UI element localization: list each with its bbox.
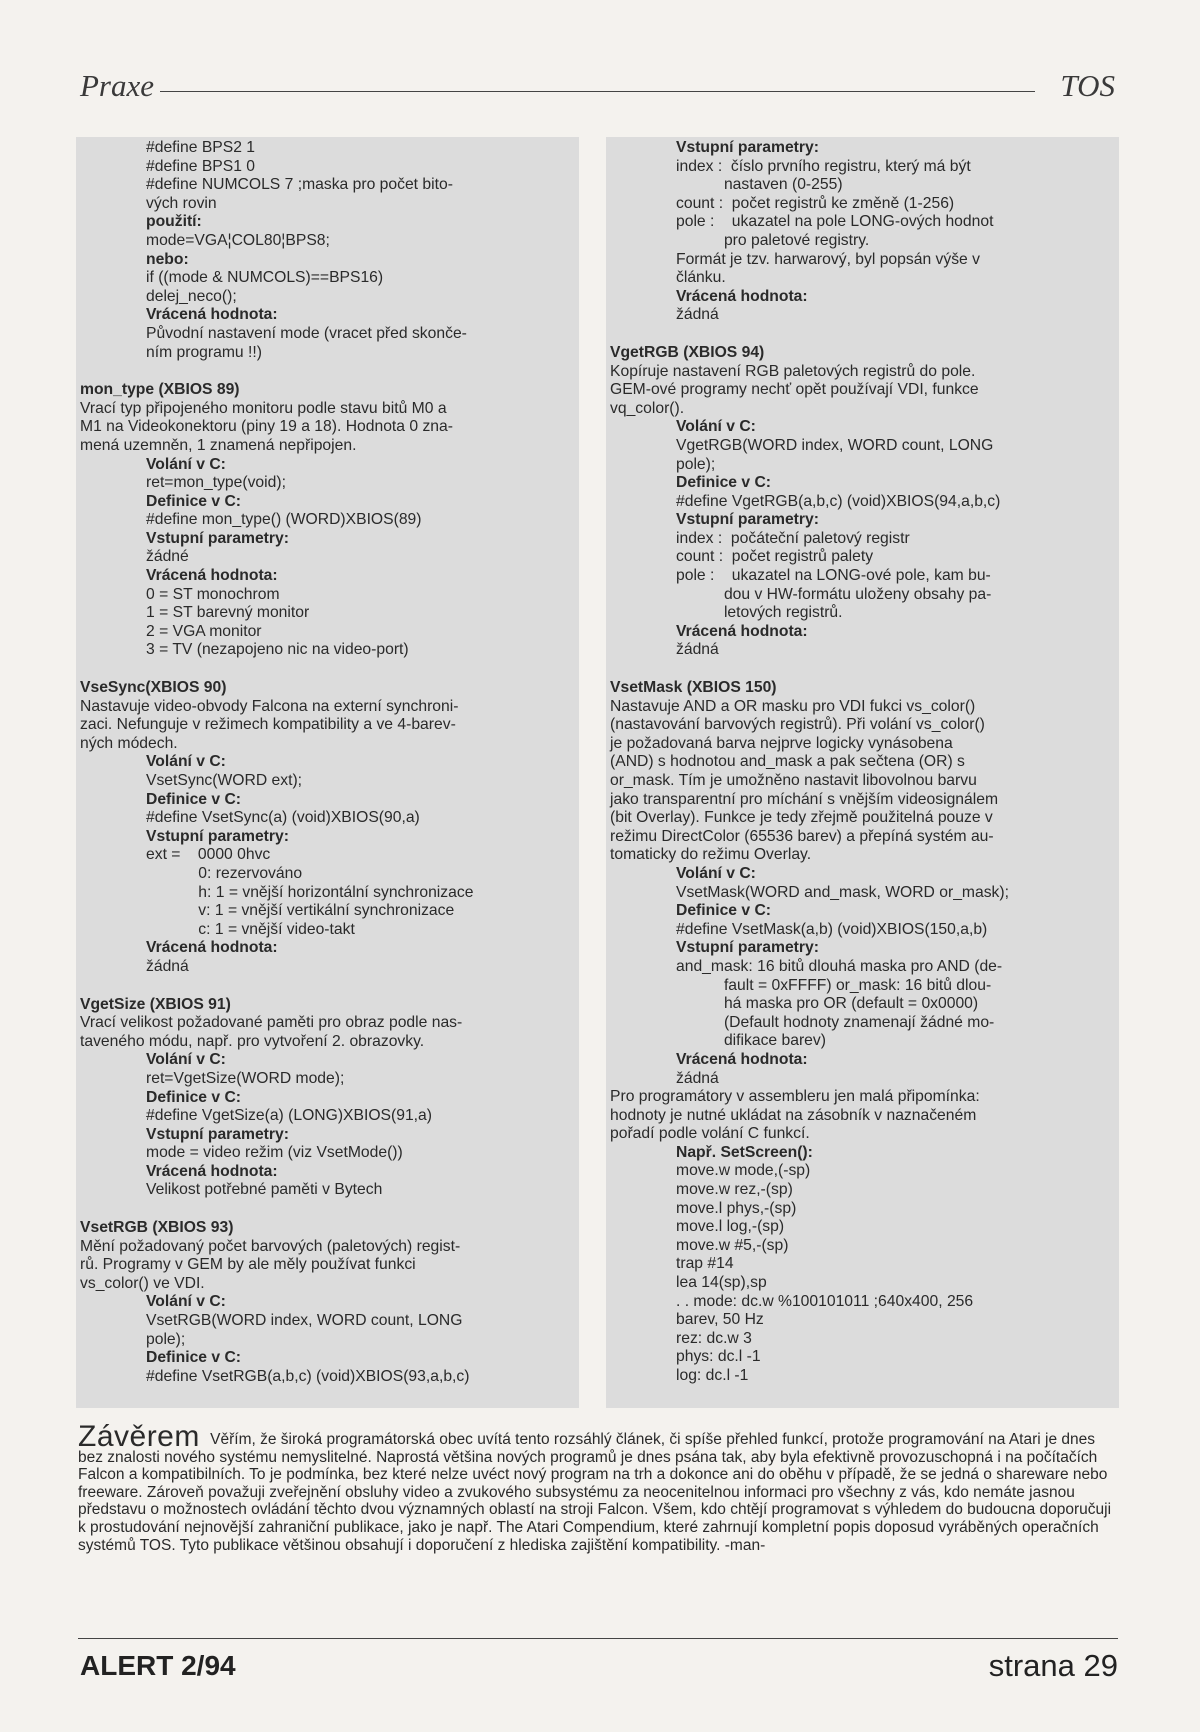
left-column-line: Vrácená hodnota:: [146, 306, 278, 324]
left-column-line: Definice v C:: [146, 790, 242, 808]
left-column-line: Mění požadovaný počet barvových (paletových) regist-: [80, 1237, 461, 1255]
right-column-line: and_mask: 16 bitů dlouhá maska pro AND (de-: [676, 957, 1003, 975]
header-rule: [160, 91, 1035, 92]
left-column-line: zaci. Nefunguje v režimech kompatibility a ve 4-barev-: [80, 716, 456, 734]
right-column-line: Kopíruje nastavení RGB paletových registrů do pole.: [610, 362, 976, 380]
left-column-line: ret=VgetSize(WORD mode);: [146, 1069, 345, 1087]
left-column-line: 0: rezervováno: [146, 864, 303, 882]
right-column-line: (Default hodnoty znamenají žádné mo-: [676, 1013, 995, 1031]
right-column-line: Vstupní parametry:: [676, 139, 819, 156]
right-column-line: Vrácená hodnota:: [676, 287, 808, 305]
left-column-line: h: 1 = vnější horizontální synchronizace: [146, 883, 474, 901]
right-column-line: or_mask. Tím je umožněno nastavit libovolnou barvu: [610, 772, 977, 789]
left-column-line: Volání v C:: [146, 753, 226, 771]
right-column-line: fault = 0xFFFF) or_mask: 16 bitů dlou-: [676, 976, 992, 994]
left-column-line: mode = video režim (viz VsetMode()): [146, 1144, 403, 1162]
left-column-line: Velikost potřebné paměti v Bytech: [146, 1181, 383, 1199]
right-column-line: VgetRGB (XBIOS 94): [610, 343, 765, 361]
right-column-line: režimu DirectColor (65536 barev) a přepíná systém au-: [610, 827, 994, 845]
left-column-line: vs_color() ve VDI.: [80, 1274, 205, 1292]
left-column-line: taveného módu, např. pro vytvoření 2. obrazovky.: [80, 1032, 425, 1050]
left-column-line: ret=mon_type(void);: [146, 474, 286, 492]
page-number: strana 29: [988, 1648, 1118, 1683]
right-column-line: žádná: [676, 1069, 719, 1087]
right-column-line: Volání v C:: [676, 418, 756, 436]
right-column-line: Volání v C:: [676, 864, 756, 882]
right-column-line: [610, 325, 1113, 344]
left-column-line: VseSync(XBIOS 90): [80, 679, 227, 697]
right-column-line: move.l log,-(sp): [676, 1218, 785, 1236]
left-column-line: [80, 660, 573, 679]
left-column-line: Vstupní parametry:: [146, 827, 289, 845]
right-column-line: move.w rez,-(sp): [676, 1181, 793, 1199]
section-title: Praxe: [80, 68, 155, 103]
left-column-line: [80, 362, 573, 381]
right-column-line: move.l phys,-(sp): [676, 1199, 797, 1217]
left-column-line: rů. Programy v GEM by ale měly používat funkci: [80, 1256, 416, 1274]
left-column-line: Vrací velikost požadované paměti pro obraz podle nas-: [80, 1014, 463, 1032]
right-column-line: count : počet registrů ke změně (1-256): [676, 194, 955, 212]
left-column-line: vých rovin: [146, 194, 217, 212]
closing-signature: -man-: [724, 1536, 766, 1554]
right-column-line: index : číslo prvního registru, který má být: [676, 157, 971, 175]
left-column-line: Vrácená hodnota:: [146, 939, 278, 957]
right-column-line: #define VsetMask(a,b) (void)XBIOS(150,a,b): [676, 920, 988, 938]
right-column-line: VgetRGB(WORD index, WORD count, LONG: [676, 436, 994, 454]
left-column-line: ním programu !!): [146, 343, 262, 361]
right-column-line: hodnoty je nutné ukládat na zásobník v naznačeném: [610, 1106, 977, 1124]
left-column-line: ext = 0000 0hvc: [146, 846, 271, 864]
right-column-line: tomaticky do režimu Overlay.: [610, 846, 812, 864]
right-column-line: phys: dc.l -1: [676, 1348, 761, 1366]
left-column-line: VsetRGB (XBIOS 93): [80, 1219, 234, 1237]
left-column-line: #define mon_type() (WORD)XBIOS(89): [146, 511, 422, 529]
left-column-line: mode=VGA¦COL80¦BPS8;: [146, 231, 330, 249]
left-column-line: M1 na Videokonektoru (piny 19 a 18). Hodnota 0 zna-: [80, 418, 453, 436]
right-column-line: je požadovaná barva nejprve logicky vynásobena: [610, 734, 953, 752]
left-column-line: Původní nastavení mode (vracet před skonče-: [146, 324, 467, 342]
right-column-line: Definice v C:: [676, 902, 772, 920]
left-column-line: Vstupní parametry:: [146, 529, 289, 547]
left-column-line: Vstupní parametry:: [146, 1125, 289, 1143]
right-column-line: pole);: [676, 455, 716, 473]
right-column-line: pořadí podle volání C funkcí.: [610, 1125, 810, 1143]
right-column-line: žádná: [676, 641, 719, 659]
left-column-line: #define BPS2 1: [146, 139, 256, 156]
left-column: [76, 137, 579, 1408]
left-column-line: if ((mode & NUMCOLS)==BPS16): [146, 269, 384, 287]
left-column-line: #define VsetRGB(a,b,c) (void)XBIOS(93,a,b,c): [146, 1367, 470, 1385]
left-column-line: Vrací typ připojeného monitoru podle stavu bitů M0 a: [80, 399, 447, 417]
left-column-line: pole);: [146, 1330, 186, 1348]
right-column-line: VsetMask(WORD and_mask, WORD or_mask);: [676, 883, 1009, 901]
right-column-line: pole : ukazatel na pole LONG-ových hodnot: [676, 213, 994, 231]
right-column-line: pole : ukazatel na LONG-ové pole, kam bu-: [676, 567, 991, 585]
right-column-line: vq_color().: [610, 399, 685, 417]
left-column-line: VgetSize (XBIOS 91): [80, 995, 231, 1013]
left-column-line: #define VgetSize(a) (LONG)XBIOS(91,a): [146, 1107, 432, 1125]
right-column-line: (nastavování barvových registrů). Při volání vs_color(): [610, 716, 985, 734]
left-column-line: #define BPS1 0: [146, 157, 256, 175]
right-column-line: difikace barev): [676, 1032, 826, 1050]
right-column-line: #define VgetRGB(a,b,c) (void)XBIOS(94,a,b,c): [676, 492, 1001, 510]
left-column-line: v: 1 = vnější vertikální synchronizace: [146, 902, 455, 920]
left-column-line: 3 = TV (nezapojeno nic na video-port): [146, 641, 409, 659]
left-column-line: nebo:: [146, 250, 189, 268]
right-column-line: Pro programátory v assembleru jen malá připomínka:: [610, 1088, 980, 1106]
left-column-line: [80, 1200, 573, 1219]
right-column-line: článku.: [676, 269, 726, 287]
right-column-line: VsetMask (XBIOS 150): [610, 679, 777, 697]
right-column-line: Vstupní parametry:: [676, 511, 819, 529]
left-column-line: 1 = ST barevný monitor: [146, 604, 310, 622]
right-column-line: index : počáteční paletový registr: [676, 529, 910, 547]
right-column-line: Např. SetScreen():: [676, 1143, 813, 1161]
right-column-line: rez: dc.w 3: [676, 1329, 752, 1347]
right-column-line: . . mode: dc.w %100101011 ;640x400, 256: [676, 1292, 974, 1310]
left-column-line: žádná: [146, 957, 189, 975]
left-column-line: Vrácená hodnota:: [146, 567, 278, 585]
left-column-line: #define NUMCOLS 7 ;maska pro počet bito-: [146, 176, 453, 194]
right-column-line: letových registrů.: [676, 604, 843, 622]
right-column-line: (AND) s hodnotou and_mask a pak sečtena (OR) s: [610, 753, 965, 771]
left-column-line: [80, 977, 573, 996]
right-column-line: log: dc.l -1: [676, 1367, 749, 1384]
magazine-issue: ALERT 2/94: [80, 1650, 236, 1681]
right-column-line: jako transparentní pro míchání s vnějším videosignálem: [610, 790, 999, 808]
right-column-line: count : počet registrů palety: [676, 548, 874, 566]
closing-heading: Závěrem: [78, 1420, 200, 1453]
right-column-line: Nastavuje AND a OR masku pro VDI fukci vs_color(): [610, 697, 976, 715]
topic-title: TOS: [1060, 68, 1115, 103]
closing-text: Věřím, že široká programátorská obec uvítá tento rozsáhlý článek, či spíše přehled funkcí, protože programování na Atari je dnes bez znalosti nového systému nemyslitelné. Naprostá většina nových programů je dnes psána tak, aby byla efektivně provozuschopná i na počítačích Falcon a kompatibilních. To je podmínka, bez které nelze uvéct nový program na trh a dokonce ani do oběhu v případě, že se jedná o shareware nebo freeware. Zároveň považuji zveřejnění obsluhy video a zvukového subsystému za neocenitelnou informaci pro všechny z vás, kdo nemáte jasnou představu o možnostech ovládání těchto dvou významných oblastí na stroji Falcon. Všem, kdo chtějí programovat s výhledem do budoucna doporučuji k prostudování nejnovější zahraniční publikace, jako je např. The Atari Compendium, které zahrnují kompletní popis doposud vyráběných operačních systémů TOS. Tyto publikace většinou obsahují i doporučení z hlediska zajištění kompatibility.: [78, 1431, 1112, 1554]
right-column-line: pro paletové registry.: [676, 231, 870, 249]
left-column-line: mon_type (XBIOS 89): [80, 381, 240, 399]
left-column-line: VsetSync(WORD ext);: [146, 772, 303, 789]
right-column-line: dou v HW-formátu uloženy obsahy pa-: [676, 585, 992, 603]
left-column-line: ných módech.: [80, 734, 178, 752]
right-column-line: Vstupní parametry:: [676, 939, 819, 957]
left-column-line: 2 = VGA monitor: [146, 622, 262, 640]
right-column-line: Definice v C:: [676, 474, 772, 492]
right-column-line: žádná: [676, 306, 719, 324]
left-column-line: Volání v C:: [146, 455, 226, 473]
left-column-line: použití:: [146, 213, 202, 231]
right-column-line: Formát je tzv. harwarový, byl popsán výše v: [676, 250, 980, 268]
left-column-line: Volání v C:: [146, 1051, 226, 1069]
left-column-line: #define VsetSync(a) (void)XBIOS(90,a): [146, 809, 420, 827]
left-column-line: žádné: [146, 548, 189, 566]
right-column-line: move.w mode,(-sp): [676, 1162, 811, 1180]
closing-paragraph: [78, 1420, 1118, 1554]
right-column: [606, 137, 1119, 1408]
left-column-line: Vrácená hodnota:: [146, 1162, 278, 1180]
left-column-line: Volání v C:: [146, 1293, 226, 1311]
right-column-line: barev, 50 Hz: [676, 1311, 764, 1329]
left-column-line: Nastavuje video-obvody Falcona na externí synchroni-: [80, 697, 459, 715]
right-column-line: Vrácená hodnota:: [676, 622, 808, 640]
page-header: [80, 68, 1115, 108]
right-column-line: lea 14(sp),sp: [676, 1274, 767, 1292]
right-column-line: trap #14: [676, 1255, 734, 1273]
right-column-line: há maska pro OR (default = 0x0000): [676, 995, 979, 1013]
left-column-line: Definice v C:: [146, 1349, 242, 1367]
right-column-line: Vrácená hodnota:: [676, 1050, 808, 1068]
left-column-line: Definice v C:: [146, 1088, 242, 1106]
left-column-line: 0 = ST monochrom: [146, 585, 280, 603]
left-column-line: VsetRGB(WORD index, WORD count, LONG: [146, 1312, 463, 1330]
right-column-line: nastaven (0-255): [676, 176, 843, 194]
left-column-line: mená uzemněn, 1 znamená nepřipojen.: [80, 436, 357, 454]
left-column-line: c: 1 = vnější video-takt: [146, 920, 355, 938]
right-column-line: [610, 660, 1113, 679]
right-column-line: move.w #5,-(sp): [676, 1236, 789, 1254]
right-column-line: GEM-ové programy nechť opět používají VDI, funkce: [610, 381, 979, 399]
left-column-line: Definice v C:: [146, 492, 242, 510]
left-column-line: delej_neco();: [146, 287, 237, 305]
footer-rule: [78, 1638, 1118, 1639]
right-column-line: (bit Overlay). Funkce je tedy zřejmě použitelná pouze v: [610, 809, 993, 827]
